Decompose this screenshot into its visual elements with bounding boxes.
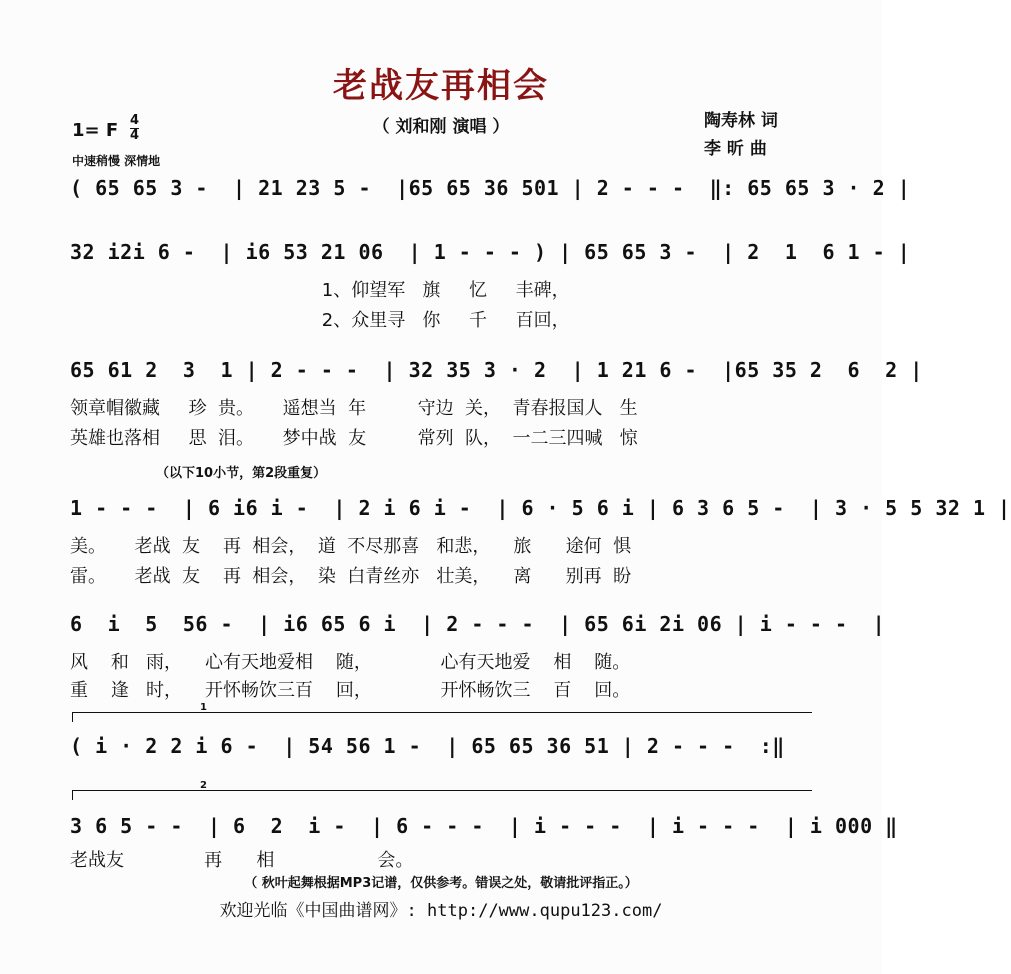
- volta-2-bracket: [72, 790, 812, 791]
- tempo-marking: 中速稍慢 深情地: [72, 154, 161, 168]
- website-link[interactable]: 欢迎光临《中国曲谱网》: http://www.qupu123.com/: [219, 901, 663, 921]
- lyric-line-4-verse-1: 美。 老战 友 再 相会， 道 不尽那喜 和悲， 旅 途何 惧: [70, 536, 632, 557]
- repeat-instruction: （以下10小节，第2段重复）: [156, 466, 327, 481]
- lyricist-credit: 陶寿林 词: [704, 111, 778, 131]
- time-signature-top: 4: [130, 113, 140, 128]
- notation-line-1: ( 65 65 3 - | 21 23 5 - |65 65 36 501 | 2 - - - ‖: 65 65 3 · 2 |: [70, 176, 911, 200]
- performer-subtitle: （ 刘和刚 演唱 ）: [372, 117, 510, 137]
- notation-line-7: 3 6 5 - - | 6 2 i - | 6 - - - | i - - - | i - - - | i 000 ‖: [70, 814, 898, 838]
- lyric-line-3-verse-2: 英雄也落相 思 泪。 梦中战 友 常列 队， 一二三四喊 惊: [70, 428, 638, 449]
- lyric-line-2-verse-2: 2、众里寻 你 千 百回，: [70, 310, 570, 331]
- notation-line-3: 65 61 2 3 1 | 2 - - - | 32 35 3 · 2 | 1 21 6 - |65 35 2 6 2 |: [70, 358, 923, 382]
- time-signature-bottom: 4: [130, 128, 140, 143]
- lyric-line-4-verse-2: 雷。 老战 友 再 相会， 染 白青丝亦 壮美， 离 别再 盼: [70, 566, 632, 587]
- song-title: 老战友再相会: [333, 66, 549, 106]
- volta-1-number: 1: [200, 702, 207, 713]
- time-signature: [130, 114, 139, 142]
- lyric-line-5-verse-1: 风 和 雨， 心有天地爱相 随， 心有天地爱 相 随。: [70, 652, 631, 673]
- notation-line-5: 6 i 5 56 - | i6 65 6 i | 2 - - - | 65 6i 2i 06 | i - - - |: [70, 612, 886, 636]
- notation-line-6: ( i · 2 2 i 6 - | 54 56 1 - | 65 65 36 51 | 2 - - - :‖: [70, 734, 785, 758]
- lyric-line-3-verse-1: 领章帽徽藏 珍 贵。 遥想当 年 守边 关， 青春报国人 生: [70, 398, 638, 419]
- volta-2-number: 2: [200, 780, 207, 791]
- notation-line-2: 32 i2i 6 - | i6 53 21 06 | 1 - - - ) | 65 65 3 - | 2 1 6 1 - |: [70, 240, 911, 264]
- volta-2-start-tick: [72, 790, 73, 800]
- composer-credit: 李 昕 曲: [704, 139, 767, 159]
- volta-1-start-tick: [72, 712, 73, 722]
- key-signature: 1= F: [72, 120, 119, 141]
- lyric-line-2-verse-1: 1、仰望军 旗 忆 丰碑，: [70, 280, 570, 301]
- lyric-line-5-verse-2: 重 逢 时， 开怀畅饮三百 回， 开怀畅饮三 百 回。: [70, 680, 631, 701]
- lyric-line-7: 老战友 再 相 会。: [70, 850, 414, 871]
- volta-1-bracket: [72, 712, 812, 713]
- notation-line-4: 1 - - - | 6 i6 i - | 2 i 6 i - | 6 · 5 6 i | 6 3 6 5 - | 3 · 5 5 32 1 |: [70, 496, 1011, 520]
- transcription-note: （ 秋叶起舞根据MP3记谱，仅供参考。错误之处，敬请批评指正。）: [244, 876, 638, 891]
